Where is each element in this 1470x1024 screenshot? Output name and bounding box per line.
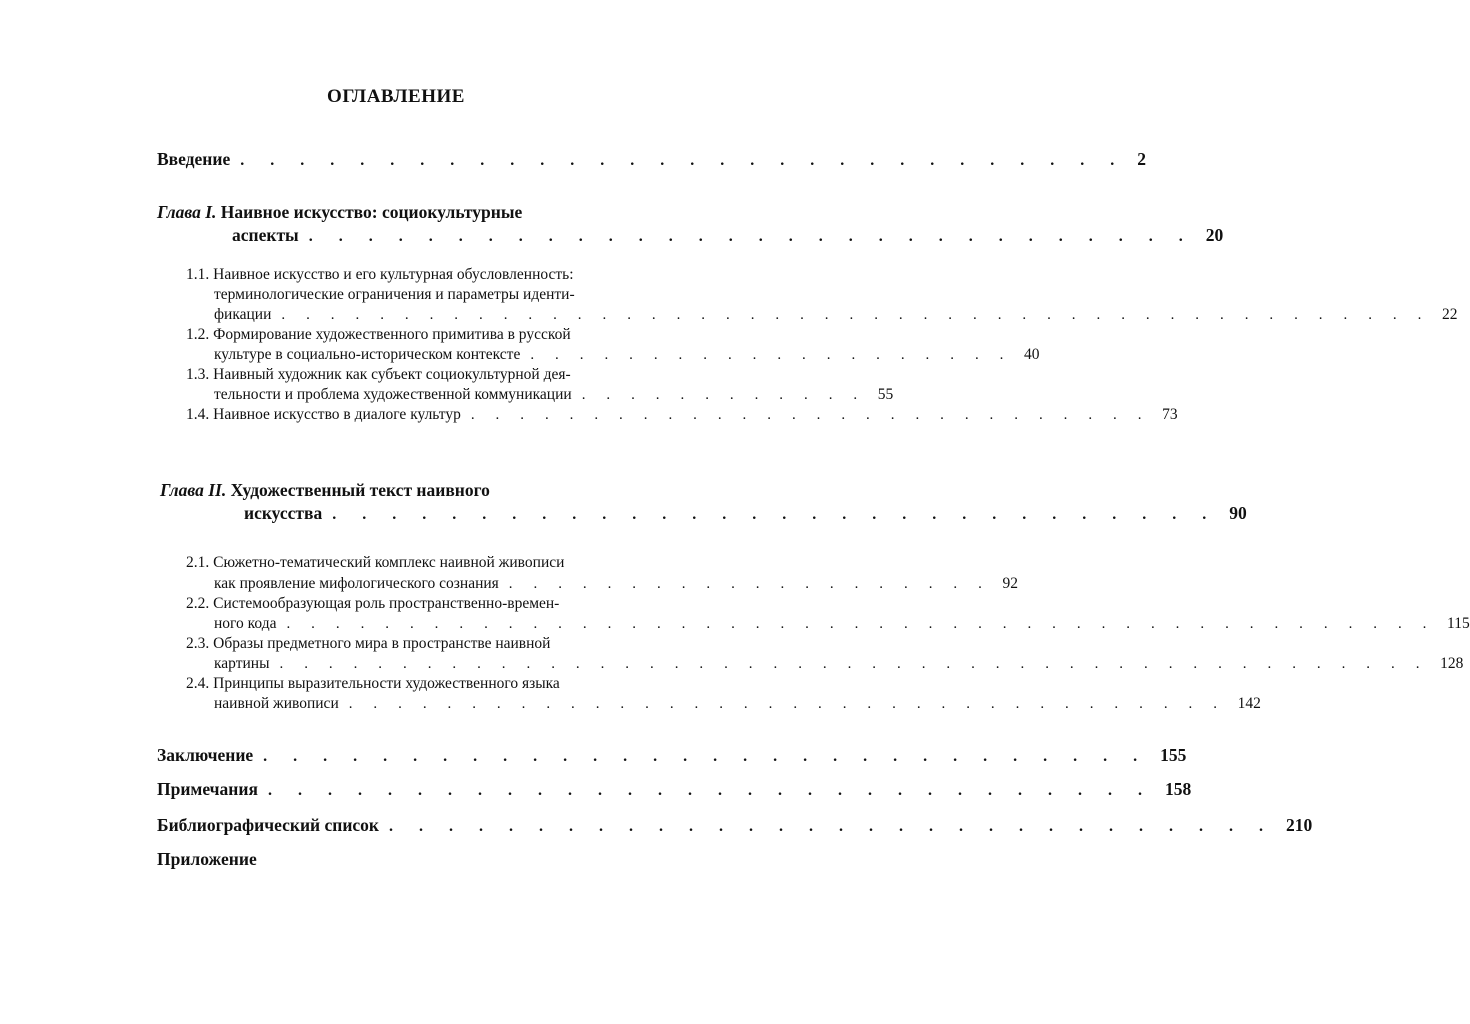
leader-dots: . . . . . . . . . . . . . . . . . . . . . . . . . . . . . . xyxy=(267,782,1153,799)
page-number: 73 xyxy=(1162,406,1178,423)
page-number: 20 xyxy=(1205,225,1224,245)
page-number: 22 xyxy=(1441,306,1458,323)
toc-entry-chapter1[interactable] xyxy=(232,225,1224,245)
leader-dots: . . . . . . . . . . . . . . . . . . . . . . . . . . . . . . . . . . . . . . . . . . . . . . . xyxy=(279,656,1429,672)
page-number: 90 xyxy=(1229,503,1247,523)
chapter1-heading[interactable] xyxy=(157,204,522,222)
leader-dots: . . . . . . . . . . . . . . . . . . . . . . . . . . . . . . xyxy=(240,152,1126,169)
leader-dots: . . . . . . . . . . . . . . . . . . . . . . . . . . . . . . . . . . . . . . . . . . . . . . . xyxy=(286,616,1436,632)
toc-entry-2-3[interactable] xyxy=(214,655,1464,672)
toc-label: Введение xyxy=(157,149,231,169)
section-2-1-line1[interactable]: 2.1. Сюжетно-тематический комплекс наивной живописи xyxy=(186,554,565,571)
section-label: как проявление мифологического сознания xyxy=(214,575,499,592)
toc-entry-notes[interactable] xyxy=(157,779,1192,799)
chapter-title: Наивное искусство: социокультурные xyxy=(220,202,523,222)
section-label: 1.4. Наивное искусство в диалоге культур xyxy=(186,406,461,423)
chapter-label: Глава I. xyxy=(157,202,217,222)
section-1-2-line1[interactable]: 1.2. Формирование художественного примитива в русской xyxy=(186,326,571,343)
section-label: наивной живописи xyxy=(214,695,339,712)
page-number: 2 xyxy=(1137,149,1146,169)
chapter-title-cont: искусства xyxy=(244,503,323,523)
section-label: картины xyxy=(214,655,270,672)
section-1-1-line1[interactable]: 1.1. Наивное искусство и его культурная обусловленность: xyxy=(186,266,574,283)
page-number: 92 xyxy=(1002,575,1018,592)
page-number: 115 xyxy=(1447,615,1470,632)
section-1-3-line1[interactable]: 1.3. Наивный художник как субъект социокультурной дея- xyxy=(186,366,571,383)
section-label: фикации xyxy=(214,306,272,323)
toc-entry-bibliography[interactable] xyxy=(157,815,1313,835)
chapter-title-cont: аспекты xyxy=(232,225,299,245)
page-number: 142 xyxy=(1237,695,1261,712)
section-label: ного кода xyxy=(214,615,277,632)
section-label: культуре в социально-историческом контексте xyxy=(214,346,521,363)
toc-entry-1-4[interactable] xyxy=(186,406,1178,423)
toc-label: Заключение xyxy=(157,745,254,765)
leader-dots: . . . . . . . . . . . . . . . . . . . . . . . . . . . . . . xyxy=(263,748,1149,765)
leader-dots: . . . . . . . . . . . . . . . . . . . . . . . . . . . . . . xyxy=(308,228,1194,245)
toc-entry-1-2[interactable] xyxy=(214,346,1040,363)
leader-dots: . . . . . . . . . . . . . . . . . . . . . . . . . . . . . . . . . . . . xyxy=(348,696,1226,712)
toc-entry-2-1[interactable] xyxy=(214,575,1018,592)
page-number: 158 xyxy=(1164,779,1192,799)
section-2-2-line1[interactable]: 2.2. Системообразующая роль пространственно-времен- xyxy=(186,595,560,612)
leader-dots: . . . . . . . . . . . . . . . . . . . . . . . . . . . . xyxy=(470,407,1151,423)
page-number: 55 xyxy=(877,386,894,403)
page-title: ОГЛАВЛЕНИЕ xyxy=(327,86,465,107)
page-number: 40 xyxy=(1024,346,1040,363)
toc-entry-appendix[interactable]: Приложение xyxy=(157,849,257,869)
leader-dots: . . . . . . . . . . . . xyxy=(581,387,866,403)
chapter-title: Художественный текст наивного xyxy=(230,480,490,500)
section-label: тельности и проблема художественной коммуникации xyxy=(214,386,572,403)
section-2-3-line1[interactable]: 2.3. Образы предметного мира в пространстве наивной xyxy=(186,635,551,652)
toc-entry-intro[interactable] xyxy=(157,149,1146,169)
leader-dots: . . . . . . . . . . . . . . . . . . . . . . . . . . . . . . . . . . . . . . . . . . . . . . . xyxy=(281,307,1430,323)
section-2-4-line1[interactable]: 2.4. Принципы выразительности художественного языка xyxy=(186,675,560,692)
toc-entry-1-1[interactable] xyxy=(214,306,1458,323)
chapter2-heading[interactable] xyxy=(160,482,490,500)
toc-entry-1-3[interactable] xyxy=(214,386,894,403)
leader-dots: . . . . . . . . . . . . . . . . . . . . . . . . . . . . . . xyxy=(332,506,1218,523)
toc-entry-2-4[interactable] xyxy=(214,695,1261,712)
toc-label: Примечания xyxy=(157,779,258,799)
page-number: 210 xyxy=(1286,815,1313,835)
page-number: 155 xyxy=(1160,745,1187,765)
leader-dots: . . . . . . . . . . . . . . . . . . . . xyxy=(508,576,991,592)
toc-label: Библиографический список xyxy=(157,815,380,835)
toc-entry-2-2[interactable] xyxy=(214,615,1470,632)
page-number: 128 xyxy=(1440,655,1464,672)
toc-entry-chapter2[interactable] xyxy=(244,503,1247,523)
chapter-label: Глава II. xyxy=(160,480,227,500)
toc-entry-conclusion[interactable] xyxy=(157,745,1187,765)
leader-dots: . . . . . . . . . . . . . . . . . . . . xyxy=(530,347,1012,363)
section-1-1-line2[interactable]: терминологические ограничения и параметры иденти- xyxy=(214,286,575,303)
leader-dots: . . . . . . . . . . . . . . . . . . . . . . . . . . . . . . xyxy=(389,818,1275,835)
